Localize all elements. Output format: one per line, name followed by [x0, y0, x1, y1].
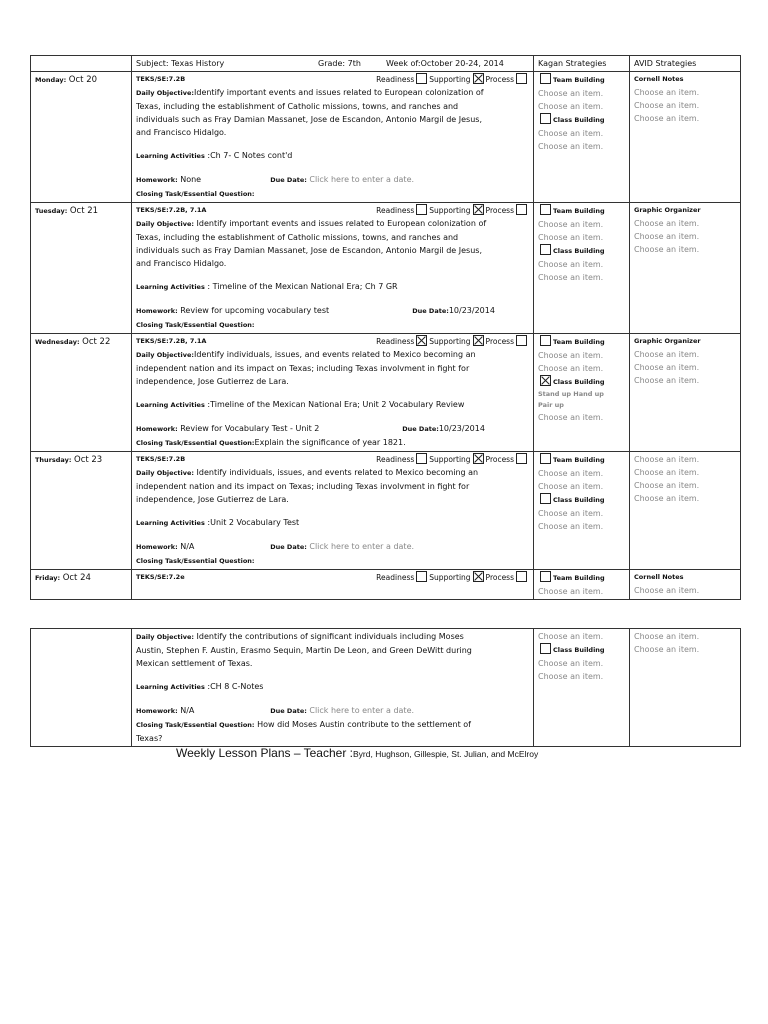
- objective-text: Mexican settlement of Texas.: [136, 659, 253, 668]
- friday-continuation-table: [30, 628, 741, 747]
- supporting-label: Supporting: [429, 75, 471, 84]
- activities-text: :Timeline of the Mexican National Era; Unit 2 Vocabulary Review: [204, 400, 465, 409]
- avid-strategy-title: Cornell Notes: [634, 75, 684, 83]
- process-label: Process: [485, 75, 514, 84]
- choose-item-dropdown[interactable]: Choose an item.: [538, 659, 604, 668]
- homework-text: Review for upcoming vocabulary test: [180, 306, 330, 315]
- team-building-checkbox[interactable]: [540, 335, 551, 346]
- choose-item-dropdown[interactable]: Choose an item.: [634, 219, 700, 228]
- day-name: Thursday:: [35, 456, 72, 464]
- team-building-label: Team Building: [553, 338, 605, 346]
- day-name: Tuesday:: [35, 207, 68, 215]
- choose-item-dropdown[interactable]: Choose an item.: [538, 364, 604, 373]
- plan-cell: [132, 452, 534, 570]
- choose-item-dropdown[interactable]: Choose an item.: [634, 101, 700, 110]
- closing-text: How did Moses Austin contribute to the settlement of: [254, 720, 471, 729]
- avid-cell: [630, 452, 741, 570]
- team-building-label: Team Building: [553, 456, 605, 464]
- closing-label: Closing Task/Essential Question:: [136, 721, 255, 729]
- homework-label: Homework:: [136, 425, 178, 433]
- process-checkbox[interactable]: [516, 335, 527, 346]
- avid-cell: [630, 72, 741, 203]
- readiness-label: Readiness: [376, 206, 415, 215]
- avid-cell: [630, 629, 741, 747]
- process-label: Process: [485, 206, 514, 215]
- day-row-thursday: [31, 452, 741, 570]
- objective-label: Daily Objective:: [136, 469, 194, 477]
- homework-text: N/A: [180, 542, 195, 551]
- class-building-checkbox[interactable]: [540, 113, 551, 124]
- day-date: Oct 22: [82, 337, 111, 347]
- readiness-checkbox[interactable]: [416, 335, 427, 346]
- activities-label: Learning Activities: [136, 152, 205, 160]
- kagan-strategy-text: Pair up: [538, 401, 564, 409]
- subject-label: Subject: Texas History: [136, 59, 225, 68]
- team-building-label: Team Building: [553, 207, 605, 215]
- lesson-plan-page-1: [30, 55, 740, 600]
- supporting-checkbox[interactable]: [473, 571, 484, 582]
- kagan-cell: [534, 334, 630, 452]
- homework-label: Homework:: [136, 176, 178, 184]
- grade-label: Grade: 7th: [318, 59, 361, 68]
- footer-title: [176, 746, 538, 760]
- readiness-group: [376, 73, 529, 86]
- objective-text: independent nation and its impact on Texas; including Texas involvment in fight for: [136, 482, 470, 491]
- objective-text: Austin, Stephen F. Austin, Erasmo Sequin, Martin De Leon, and Green DeWitt during: [136, 646, 472, 655]
- day-cell: [31, 72, 132, 203]
- objective-text: independent nation and its impact on Texas; including Texas involvment in fight for: [136, 364, 470, 373]
- avid-cell: [630, 334, 741, 452]
- choose-item-dropdown[interactable]: Choose an item.: [634, 455, 700, 464]
- avid-header: AVID Strategies: [630, 56, 741, 72]
- readiness-label: Readiness: [376, 337, 415, 346]
- readiness-label: Readiness: [376, 75, 415, 84]
- objective-label: Daily Objective:: [136, 351, 194, 359]
- day-date: Oct 20: [68, 75, 98, 85]
- avid-cell: [630, 570, 741, 600]
- readiness-checkbox[interactable]: [416, 73, 427, 84]
- choose-item-dropdown[interactable]: Choose an item.: [634, 468, 700, 477]
- footer-teachers: Byrd, Hughson, Gillespie, St. Julian, and McElroy: [353, 749, 539, 759]
- process-checkbox[interactable]: [516, 204, 527, 215]
- day-name: Wednesday:: [35, 338, 80, 346]
- day-row-wednesday: [31, 334, 741, 452]
- day-row-friday-cont: [31, 629, 741, 747]
- choose-item-dropdown[interactable]: Choose an item.: [634, 645, 700, 654]
- due-date-label: Due Date:: [270, 543, 307, 551]
- team-building-checkbox[interactable]: [540, 453, 551, 464]
- kagan-header: Kagan Strategies: [534, 56, 630, 72]
- header-row: [31, 56, 741, 72]
- team-building-checkbox[interactable]: [540, 204, 551, 215]
- team-building-checkbox[interactable]: [540, 571, 551, 582]
- objective-text: independence, Jose Gutierrez de Lara.: [136, 377, 289, 386]
- kagan-strategy-text: Stand up Hand up: [538, 390, 604, 398]
- process-checkbox[interactable]: [516, 453, 527, 464]
- day-date: Oct 24: [62, 573, 91, 583]
- choose-item-dropdown[interactable]: Choose an item.: [538, 89, 604, 98]
- homework-text: None: [180, 175, 202, 184]
- readiness-checkbox[interactable]: [416, 571, 427, 582]
- choose-item-dropdown[interactable]: Choose an item.: [538, 142, 604, 151]
- header-empty-cell: [31, 56, 132, 72]
- supporting-label: Supporting: [429, 337, 471, 346]
- choose-item-dropdown[interactable]: Choose an item.: [538, 522, 604, 531]
- choose-item-dropdown[interactable]: Choose an item.: [634, 245, 700, 254]
- choose-item-dropdown[interactable]: Choose an item.: [538, 632, 604, 641]
- choose-item-dropdown[interactable]: Choose an item.: [538, 260, 604, 269]
- class-building-label: Class Building: [553, 378, 605, 386]
- lesson-plan-page-2: [30, 628, 740, 747]
- supporting-label: Supporting: [429, 206, 471, 215]
- choose-item-dropdown[interactable]: Choose an item.: [634, 88, 700, 97]
- objective-text: Identify the contributions of significant individuals including Moses: [194, 632, 464, 641]
- activities-label: Learning Activities: [136, 519, 205, 527]
- due-date-label: Due Date:: [402, 425, 439, 433]
- supporting-label: Supporting: [429, 455, 471, 464]
- due-date-picker[interactable]: Click here to enter a date.: [309, 175, 415, 184]
- kagan-cell: [534, 452, 630, 570]
- day-row-friday: [31, 570, 741, 600]
- closing-text: Texas?: [136, 734, 163, 743]
- readiness-checkbox[interactable]: [416, 453, 427, 464]
- objective-label: Daily Objective:: [136, 89, 194, 97]
- choose-item-dropdown[interactable]: Choose an item.: [538, 509, 604, 518]
- due-date-label: Due Date:: [270, 176, 307, 184]
- choose-item-dropdown[interactable]: Choose an item.: [634, 363, 700, 372]
- choose-item-dropdown[interactable]: Choose an item.: [538, 102, 604, 111]
- plan-cell: [132, 203, 534, 334]
- choose-item-dropdown[interactable]: Choose an item.: [538, 469, 604, 478]
- closing-label: Closing Task/Essential Question:: [136, 190, 255, 198]
- objective-text: individuals such as Fray Damian Massanet, Jose de Escandon, Antonio Margil de Jesus,: [136, 246, 482, 255]
- objective-text: independence, Jose Gutierrez de Lara.: [136, 495, 289, 504]
- team-building-checkbox[interactable]: [540, 73, 551, 84]
- plan-cell: [132, 72, 534, 203]
- header-subject-cell: [132, 56, 534, 72]
- readiness-group: [376, 453, 529, 466]
- choose-item-dropdown[interactable]: Choose an item.: [634, 632, 700, 641]
- objective-label: Daily Objective:: [136, 220, 194, 228]
- class-building-checkbox[interactable]: [540, 643, 551, 654]
- lesson-plan-table: [30, 55, 741, 600]
- class-building-label: Class Building: [553, 646, 605, 654]
- kagan-cell: [534, 629, 630, 747]
- readiness-group: [376, 571, 529, 584]
- due-date-picker[interactable]: Click here to enter a date.: [309, 706, 415, 715]
- closing-label: Closing Task/Essential Question:: [136, 557, 255, 565]
- readiness-label: Readiness: [376, 455, 415, 464]
- avid-strategy-title: Graphic Organizer: [634, 206, 701, 214]
- supporting-checkbox[interactable]: [473, 453, 484, 464]
- process-checkbox[interactable]: [516, 571, 527, 582]
- objective-text: Identify individuals, issues, and events related to Mexico becoming an: [194, 468, 479, 477]
- day-cell: [31, 629, 132, 747]
- closing-text: Explain the significance of year 1821.: [254, 438, 406, 447]
- class-building-label: Class Building: [553, 247, 605, 255]
- readiness-group: [376, 335, 529, 348]
- day-date: Oct 21: [69, 206, 99, 216]
- supporting-checkbox[interactable]: [473, 204, 484, 215]
- objective-text: Identify individuals, issues, and events related to Mexico becoming an: [194, 350, 476, 359]
- due-date-value: 10/23/2014: [438, 424, 485, 433]
- objective-text: and Francisco Hidalgo.: [136, 259, 227, 268]
- objective-text: individuals such as Fray Damian Massanet, Jose de Escandon, Antonio Margil de Jesus,: [136, 115, 482, 124]
- homework-text: N/A: [180, 706, 195, 715]
- kagan-cell: [534, 203, 630, 334]
- objective-text: Texas, including the establishment of Catholic missions, towns, and ranches and: [136, 102, 459, 111]
- process-label: Process: [485, 455, 514, 464]
- process-label: Process: [485, 337, 514, 346]
- due-date-label: Due Date:: [270, 707, 307, 715]
- objective-text: Texas, including the establishment of Catholic missions, towns, and ranches and: [136, 233, 459, 242]
- readiness-label: Readiness: [376, 573, 415, 582]
- activities-label: Learning Activities: [136, 401, 205, 409]
- class-building-checkbox[interactable]: [540, 375, 551, 386]
- kagan-cell: [534, 570, 630, 600]
- class-building-label: Class Building: [553, 496, 605, 504]
- activities-text: :Unit 2 Vocabulary Test: [204, 518, 300, 527]
- avid-cell: [630, 203, 741, 334]
- teks-label: TEKS/SE:7.2B: [136, 455, 186, 463]
- class-building-label: Class Building: [553, 116, 605, 124]
- avid-strategy-title: Cornell Notes: [634, 573, 684, 581]
- homework-label: Homework:: [136, 707, 178, 715]
- day-cell: [31, 203, 132, 334]
- day-row-monday: [31, 72, 741, 203]
- choose-item-dropdown[interactable]: Choose an item.: [538, 273, 604, 282]
- day-row-tuesday: [31, 203, 741, 334]
- teks-label: TEKS/SE:7.2B, 7.1A: [136, 206, 207, 214]
- due-date-label: Due Date:: [412, 307, 449, 315]
- week-label: Week of:October 20-24, 2014: [386, 59, 504, 68]
- closing-label: Closing Task/Essential Question:: [136, 321, 255, 329]
- class-building-checkbox[interactable]: [540, 244, 551, 255]
- choose-item-dropdown[interactable]: Choose an item.: [634, 481, 700, 490]
- plan-cell: [132, 629, 534, 747]
- choose-item-dropdown[interactable]: Choose an item.: [538, 233, 604, 242]
- teks-label: TEKS/SE:7.2B, 7.1A: [136, 337, 207, 345]
- kagan-cell: [534, 72, 630, 203]
- objective-text: and Francisco Hidalgo.: [136, 128, 227, 137]
- supporting-checkbox[interactable]: [473, 335, 484, 346]
- plan-cell: [132, 334, 534, 452]
- choose-item-dropdown[interactable]: Choose an item.: [538, 587, 604, 596]
- due-date-picker[interactable]: Click here to enter a date.: [309, 542, 415, 551]
- choose-item-dropdown[interactable]: Choose an item.: [538, 220, 604, 229]
- readiness-checkbox[interactable]: [416, 204, 427, 215]
- activities-text: :CH 8 C-Notes: [204, 682, 264, 691]
- day-cell: [31, 452, 132, 570]
- choose-item-dropdown[interactable]: Choose an item.: [538, 129, 604, 138]
- day-name: Friday:: [35, 574, 61, 582]
- teks-label: TEKS/SE:7.2B: [136, 75, 186, 83]
- objective-text: Identify important events and issues related to European colonization of: [194, 88, 484, 97]
- choose-item-dropdown[interactable]: Choose an item.: [538, 351, 604, 360]
- supporting-checkbox[interactable]: [473, 73, 484, 84]
- footer-heading: Weekly Lesson Plans – Teacher :: [176, 746, 353, 760]
- homework-label: Homework:: [136, 543, 178, 551]
- choose-item-dropdown[interactable]: Choose an item.: [634, 232, 700, 241]
- avid-strategy-title: Graphic Organizer: [634, 337, 701, 345]
- activities-text: : Timeline of the Mexican National Era; Ch 7 GR: [204, 282, 398, 291]
- readiness-group: [376, 204, 529, 217]
- choose-item-dropdown[interactable]: Choose an item.: [538, 672, 604, 681]
- day-cell: [31, 570, 132, 600]
- objective-text: Identify important events and issues related to European colonization of: [194, 219, 487, 228]
- teks-label: TEKS/SE:7.2e: [136, 573, 185, 581]
- choose-item-dropdown[interactable]: Choose an item.: [538, 413, 604, 422]
- activities-label: Learning Activities: [136, 683, 205, 691]
- activities-text: :Ch 7- C Notes cont'd: [204, 151, 293, 160]
- due-date-value: 10/23/2014: [448, 306, 495, 315]
- objective-label: Daily Objective:: [136, 633, 194, 641]
- supporting-label: Supporting: [429, 573, 471, 582]
- day-name: Monday:: [35, 76, 67, 84]
- team-building-label: Team Building: [553, 574, 605, 582]
- process-checkbox[interactable]: [516, 73, 527, 84]
- homework-text: Review for Vocabulary Test - Unit 2: [180, 424, 320, 433]
- choose-item-dropdown[interactable]: Choose an item.: [634, 114, 700, 123]
- closing-label: Closing Task/Essential Question:: [136, 439, 255, 447]
- team-building-label: Team Building: [553, 76, 605, 84]
- choose-item-dropdown[interactable]: Choose an item.: [634, 376, 700, 385]
- class-building-checkbox[interactable]: [540, 493, 551, 504]
- homework-label: Homework:: [136, 307, 178, 315]
- choose-item-dropdown[interactable]: Choose an item.: [634, 350, 700, 359]
- day-cell: [31, 334, 132, 452]
- activities-label: Learning Activities: [136, 283, 205, 291]
- choose-item-dropdown[interactable]: Choose an item.: [538, 482, 604, 491]
- choose-item-dropdown[interactable]: Choose an item.: [634, 494, 700, 503]
- choose-item-dropdown[interactable]: Choose an item.: [634, 586, 700, 595]
- plan-cell: [132, 570, 534, 600]
- day-date: Oct 23: [74, 455, 103, 465]
- process-label: Process: [485, 573, 514, 582]
